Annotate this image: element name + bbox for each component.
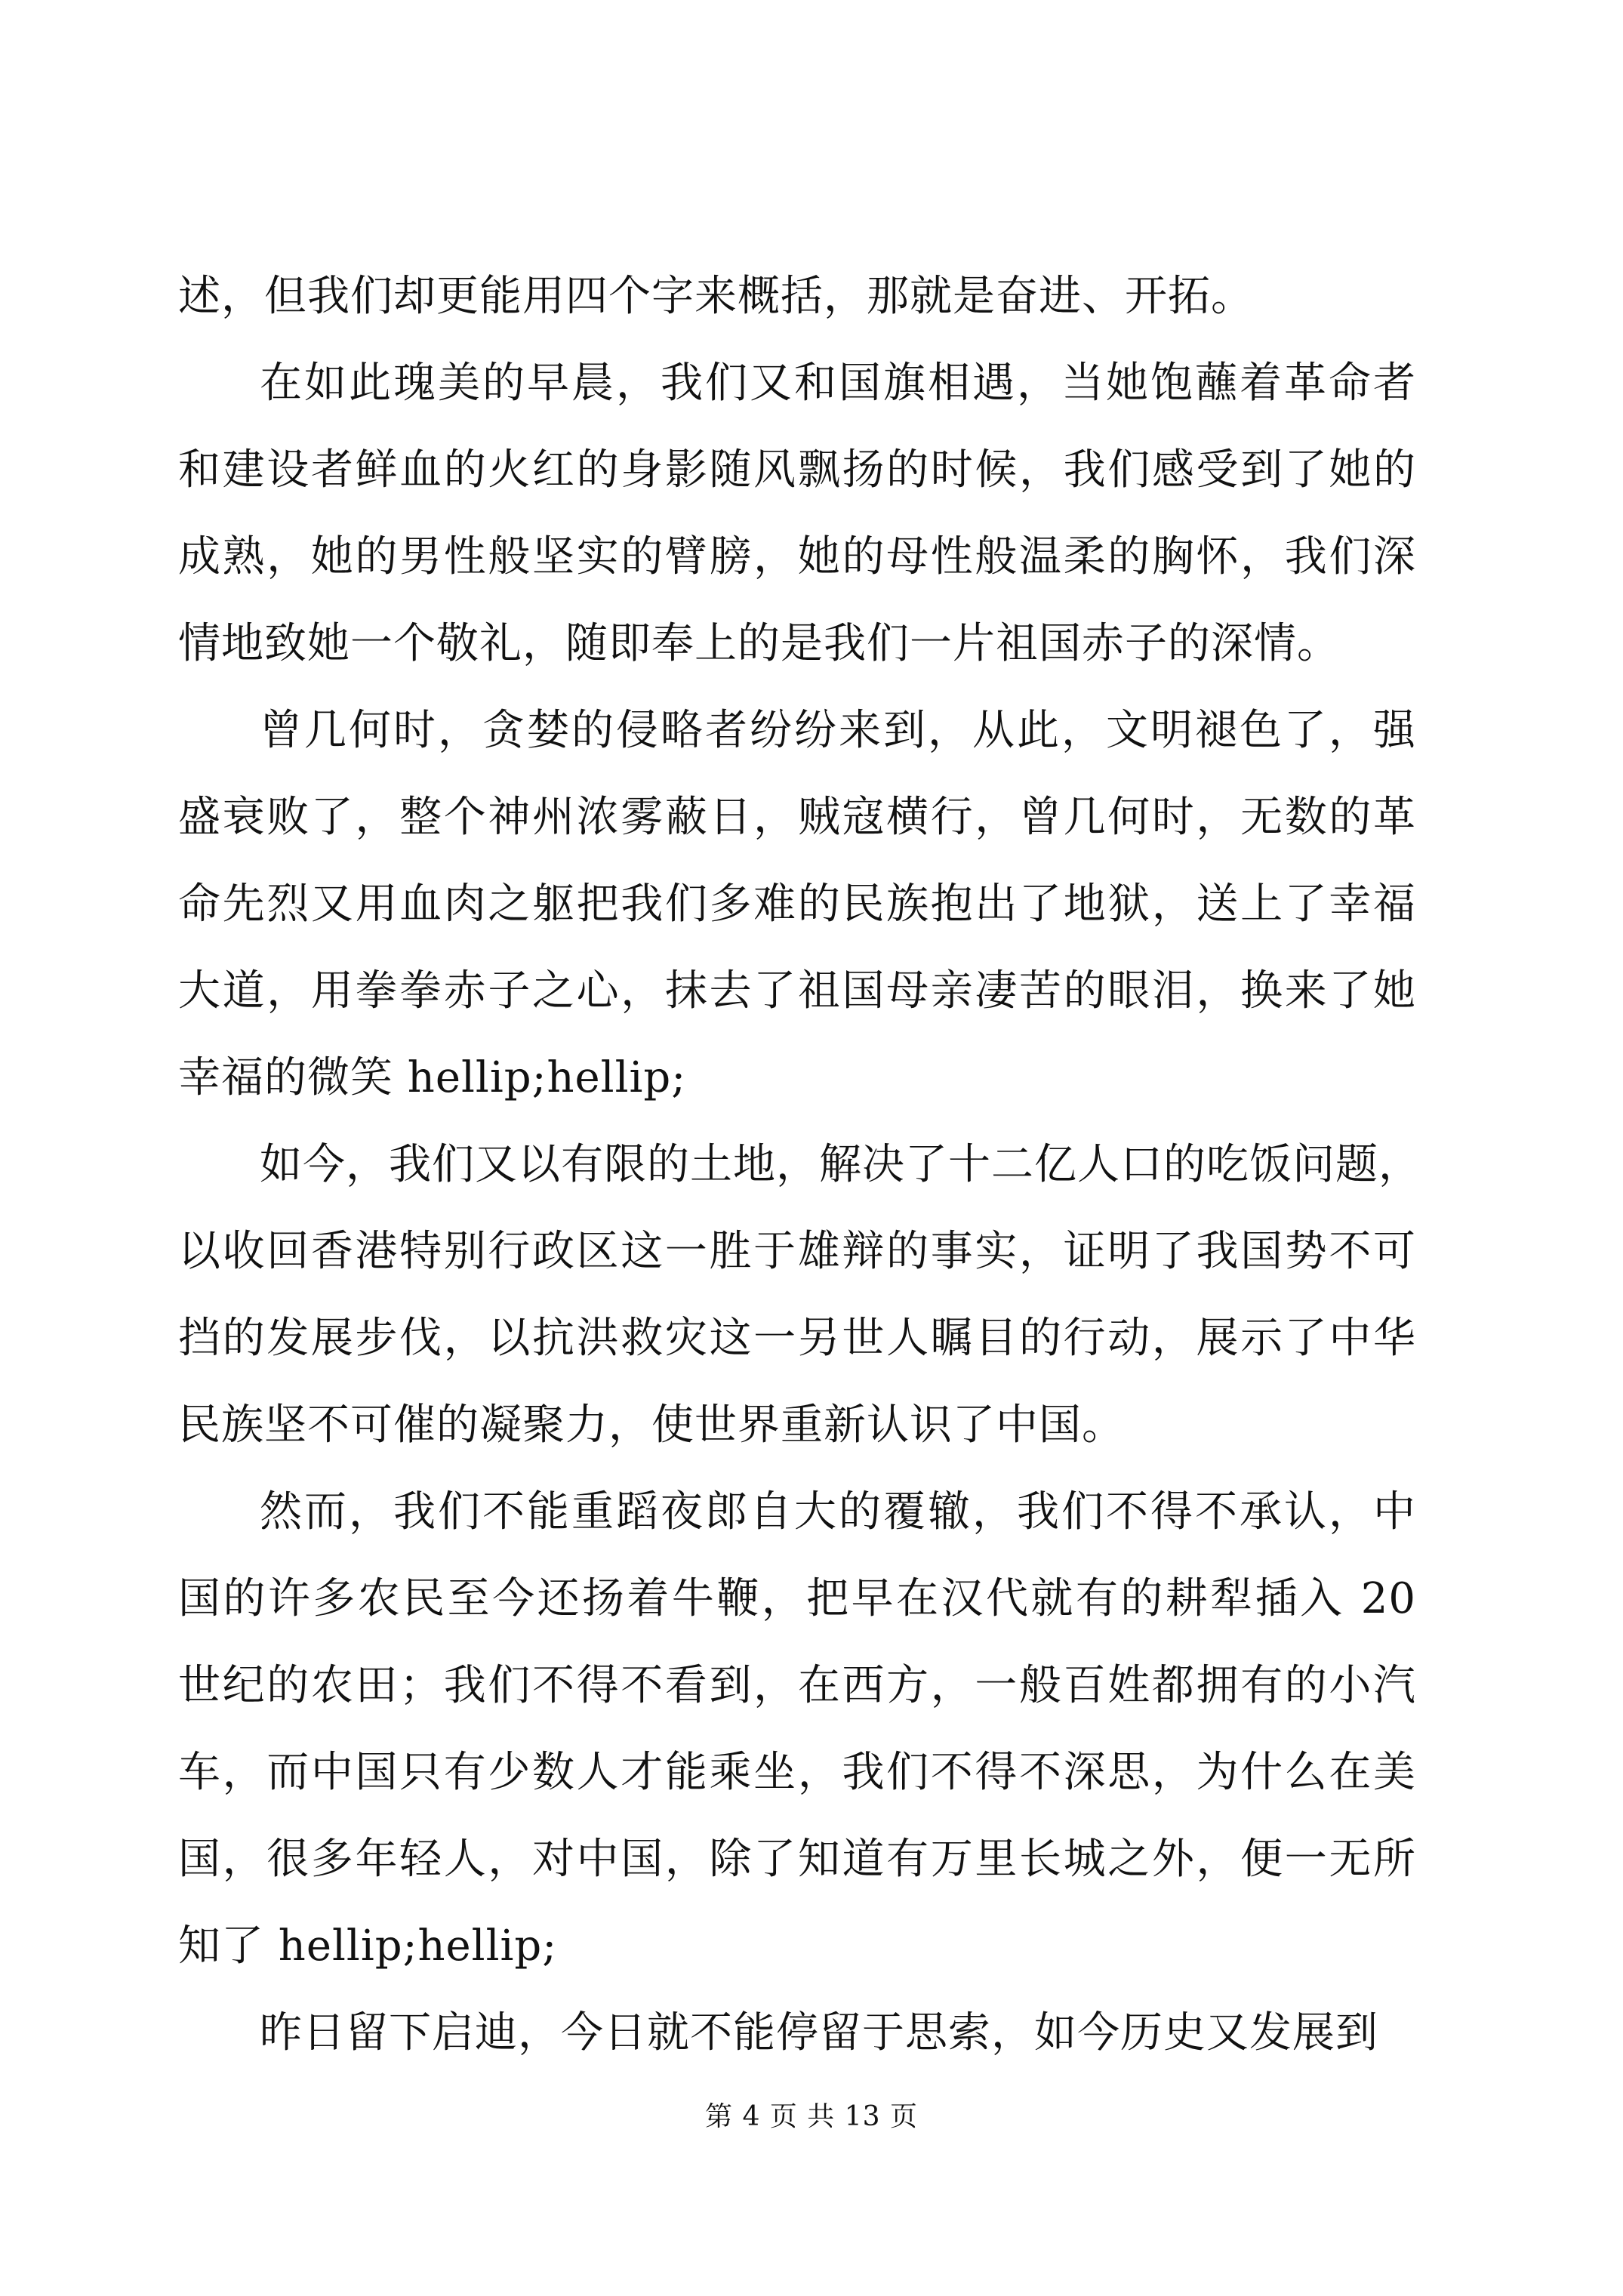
text-line-4: 成熟，她的男性般坚实的臂膀，她的母性般温柔的胸怀，我们深 [178,532,1416,581]
text-line-20: 知了 hellip;hellip; [178,1922,558,1971]
text-line-11: 如今，我们又以有限的土地，解决了十二亿人口的吃饭问题， [260,1140,1421,1189]
text-line-9: 大道，用拳拳赤子之心，抹去了祖国母亲凄苦的眼泪，换来了她 [178,966,1416,1015]
text-line-7: 盛衰败了，整个神州浓雾蔽日，贼寇横行，曾几何时，无数的革 [178,793,1416,842]
text-line-13: 挡的发展步伐，以抗洪救灾这一另世人瞩目的行动，展示了中华 [178,1314,1416,1363]
text-line-19: 国，很多年轻人，对中国，除了知道有万里长城之外，便一无所 [178,1835,1416,1884]
text-line-3: 和建设者鲜血的火红的身影随风飘扬的时候，我们感受到了她的 [178,445,1416,495]
text-line-8: 命先烈又用血肉之躯把我们多难的民族抱出了地狱，送上了幸福 [178,880,1416,929]
text-line-14: 民族坚不可催的凝聚力，使世界重新认识了中国。 [178,1401,1125,1450]
page-footer: 第 4 页 共 13 页 [705,2101,918,2132]
text-line-12: 以收回香港特别行政区这一胜于雄辩的事实，证明了我国势不可 [178,1227,1416,1276]
text-line-16: 国的许多农民至今还扬着牛鞭，把早在汉代就有的耕犁插入 20 [178,1574,1416,1623]
text-line-6: 曾几何时，贪婪的侵略者纷纷来到，从此，文明褪色了，强 [260,706,1416,755]
text-line-18: 车，而中国只有少数人才能乘坐，我们不得不深思，为什么在美 [178,1748,1416,1797]
text-line-10: 幸福的微笑 hellip;hellip; [178,1053,687,1102]
text-line-5: 情地致她一个敬礼，随即奉上的是我们一片祖国赤子的深情。 [178,619,1340,668]
text-line-17: 世纪的农田；我们不得不看到，在西方，一般百姓都拥有的小汽 [178,1661,1416,1710]
text-line-21: 昨日留下启迪，今日就不能停留于思索，如今历史又发展到 [260,2008,1378,2057]
text-line-1: 述，但我们却更能用四个字来概括，那就是奋进、开拓。 [178,272,1254,321]
text-line-15: 然而，我们不能重蹈夜郎自大的覆辙，我们不得不承认，中 [260,1487,1416,1536]
text-line-2: 在如此瑰美的早晨，我们又和国旗相遇，当她饱蘸着革命者 [260,359,1416,408]
